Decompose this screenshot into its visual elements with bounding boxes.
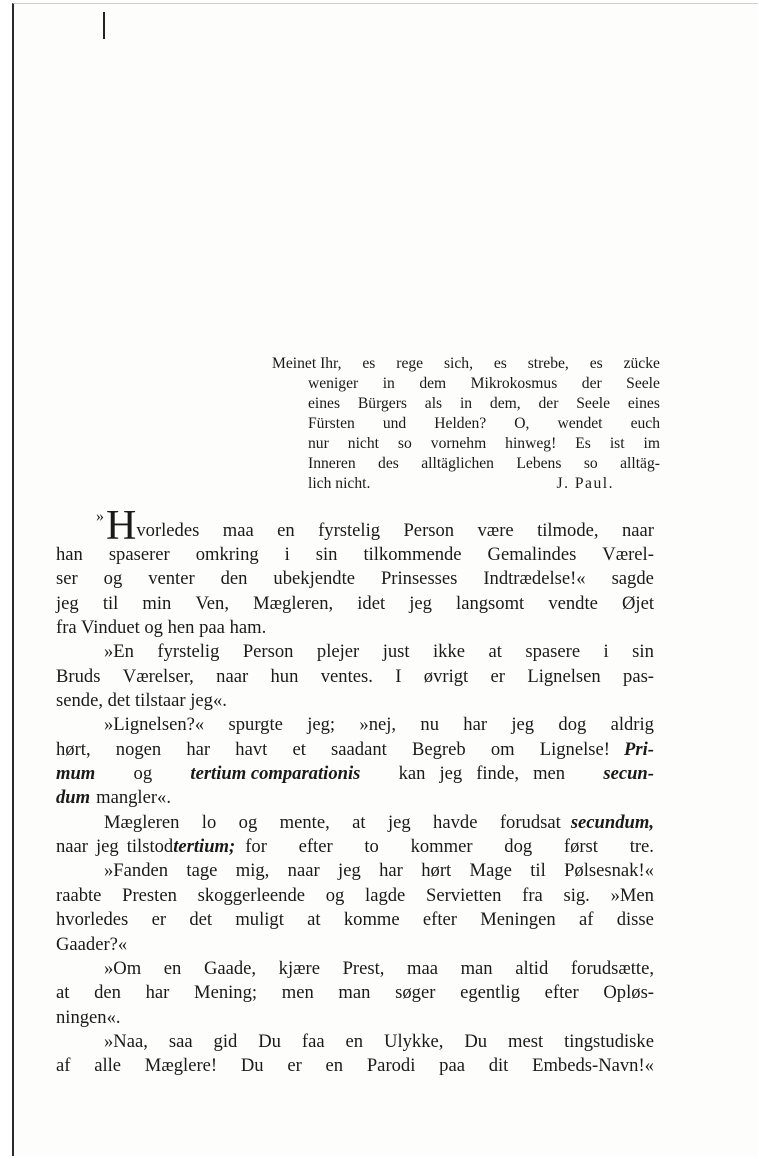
text-word: strebe,: [527, 355, 569, 372]
text-word: for: [245, 836, 267, 858]
text-word: naar: [216, 665, 249, 687]
text-word: Mikrokosmus: [470, 375, 558, 392]
text-word: Inneren: [308, 455, 356, 472]
text-word: pas-: [623, 665, 654, 687]
text-word: so: [583, 455, 598, 472]
text-word: har: [463, 714, 488, 736]
epigraph-attribution: J. Paul.: [556, 475, 614, 492]
text-word: Mæglere!: [144, 1055, 218, 1077]
text-word: raabte: [56, 884, 102, 906]
text-word: skoggerleende: [197, 884, 305, 906]
text-word: man: [460, 957, 493, 979]
text-word: hørt,: [56, 738, 91, 760]
text-word: nu: [420, 714, 439, 736]
text-word: zücke: [623, 355, 660, 372]
text-word: ventes.: [320, 665, 373, 687]
text-line: [56, 835, 654, 859]
text-line-words: [245, 835, 654, 859]
text-word: Gaade,: [203, 957, 257, 979]
italic-term: mum: [56, 763, 96, 785]
text-word: hørt: [421, 860, 452, 882]
text-word: sin: [315, 544, 338, 565]
text-word: har: [379, 860, 403, 882]
text-word: og: [103, 568, 123, 590]
text-word: tingstudiske: [564, 1030, 654, 1052]
text-word: alltäg-: [620, 455, 660, 472]
text-word: og: [238, 811, 258, 833]
text-line-content: sende, det tilstaar jeg«.: [56, 690, 227, 712]
text-word: nicht: [347, 435, 379, 452]
text-word: jeg;: [307, 714, 336, 736]
text-word: men: [533, 763, 566, 785]
text-word: der: [581, 375, 602, 392]
text-word: als: [424, 395, 443, 412]
text-word: alle: [94, 1055, 122, 1077]
text-word: sagde: [611, 568, 654, 590]
text-word: weniger: [308, 375, 359, 392]
text-word: alltäglichen: [421, 455, 494, 472]
text-word: øvrigt: [423, 665, 469, 687]
text-word: sich,: [443, 355, 473, 372]
text-word: havde: [433, 811, 478, 833]
text-word: tage: [186, 860, 218, 882]
text-line: [56, 1006, 654, 1030]
text-word: in: [459, 395, 473, 412]
text-word: har: [145, 982, 170, 1004]
text-word: dog: [558, 714, 587, 736]
drop-cap: [56, 503, 137, 549]
text-word: kjære: [278, 957, 320, 979]
text-word: ubekjendte: [273, 568, 355, 590]
text-word: Indtrædelse!«: [483, 568, 586, 590]
text-word: Es: [575, 435, 591, 452]
text-line: [56, 933, 654, 957]
text-word: to: [364, 836, 379, 858]
text-word: Bürgers: [357, 395, 407, 412]
text-word: »Naa,: [104, 1030, 148, 1052]
text-line-words: [56, 738, 610, 762]
text-word: at: [488, 641, 502, 663]
text-word: Begreb: [411, 738, 466, 760]
text-word: hvorledes: [56, 909, 129, 931]
text-line: [56, 786, 654, 810]
text-word: en: [345, 1030, 364, 1052]
text-line: [56, 713, 654, 737]
text-word: en: [163, 957, 182, 979]
text-word: i: [603, 641, 609, 663]
text-word: dem,: [489, 395, 521, 412]
text-word: søger: [395, 982, 436, 1004]
text-word: er: [151, 909, 167, 931]
body-text: [56, 503, 654, 1079]
text-line: [56, 640, 654, 664]
text-word: Person: [403, 519, 455, 541]
text-word: naar: [56, 836, 88, 858]
text-word: Øjet: [621, 592, 654, 614]
drop-cap-quote: »: [96, 507, 104, 525]
epigraph: [272, 354, 660, 494]
text-line: [56, 1030, 654, 1054]
text-word: finde,: [476, 763, 520, 785]
italic-term: tertium comparationis: [190, 763, 361, 785]
text-word: es: [589, 355, 603, 372]
text-word: jeg: [511, 714, 535, 736]
text-line: [56, 1054, 654, 1078]
text-word: Servietten: [426, 884, 502, 906]
text-word: min: [142, 592, 172, 614]
text-word: Du: [258, 1030, 281, 1052]
text-word: aldrig: [610, 714, 654, 736]
text-word: ser: [56, 568, 78, 590]
text-word: just: [382, 641, 410, 663]
text-line: [56, 567, 654, 591]
text-word: saa: [168, 1030, 193, 1052]
text-line: [56, 592, 654, 616]
text-word: Lignelsen: [527, 665, 601, 687]
text-word: so: [397, 435, 412, 452]
text-word: paa: [439, 1055, 465, 1077]
text-word: Lignelse!: [539, 738, 610, 760]
text-word: efter: [422, 909, 457, 931]
text-word: Mage: [469, 860, 512, 882]
text-word: til: [102, 592, 119, 614]
text-word: vorledes: [136, 519, 200, 541]
text-word: Embeds-Navn!«: [532, 1055, 654, 1077]
text-word: Lebens: [516, 455, 562, 472]
text-word: sin: [632, 641, 654, 663]
text-word: at: [56, 982, 70, 1004]
text-word: er: [490, 665, 505, 687]
text-word: Person: [242, 641, 294, 663]
text-word: in: [382, 375, 395, 392]
text-word: Opløs-: [603, 982, 654, 1004]
text-word: Ulykke,: [384, 1030, 444, 1052]
text-word: at: [352, 811, 366, 833]
text-word: han: [56, 544, 83, 565]
text-word: jeg: [387, 811, 411, 833]
text-word: spurgte: [228, 714, 283, 736]
text-word: Mening;: [194, 982, 258, 1004]
text-word: es: [362, 355, 376, 372]
text-word: af: [56, 1055, 71, 1077]
text-word: mig,: [235, 860, 270, 882]
text-word: man: [338, 982, 371, 1004]
text-word: tilkommende: [363, 544, 462, 565]
text-word: der: [538, 395, 559, 412]
text-word: Prest,: [342, 957, 385, 979]
text-word: maa: [407, 957, 438, 979]
text-line-content: fra Vinduet og hen paa ham.: [56, 617, 267, 639]
text-word: fyrstelig: [318, 519, 381, 541]
text-word: Bruds: [56, 665, 101, 687]
epigraph-line: [308, 414, 660, 434]
text-line: [56, 738, 654, 762]
text-word: spasere: [525, 641, 581, 663]
text-word: Du: [240, 1055, 264, 1077]
text-word: fyrstelig: [157, 641, 220, 663]
text-word: O,: [514, 415, 530, 432]
text-line: [56, 543, 654, 567]
text-word: af: [578, 909, 594, 931]
drop-cap-letter: H: [106, 503, 137, 549]
text-word: Mægleren,: [253, 592, 334, 614]
text-line: [56, 665, 654, 689]
text-word: lagde: [365, 884, 406, 906]
text-line: [56, 884, 654, 908]
text-word: Fürsten: [308, 415, 355, 432]
text-word: først: [563, 836, 598, 858]
text-word: lo: [201, 811, 217, 833]
text-word: gid: [213, 1030, 238, 1052]
text-word: tre.: [629, 836, 654, 858]
text-word: ikke: [433, 641, 466, 663]
text-word: jeg: [439, 763, 463, 785]
text-word: mest: [508, 1030, 544, 1052]
text-word: Gemalindes: [487, 544, 577, 565]
text-word: I: [395, 665, 402, 687]
text-word: faa: [301, 1030, 325, 1052]
text-word: wendet: [557, 415, 603, 432]
text-word: rege: [396, 355, 424, 372]
text-word: det: [189, 909, 213, 931]
epigraph-line: [308, 434, 660, 454]
text-word: »Men: [610, 884, 654, 906]
text-line: [56, 811, 654, 835]
text-word: den: [94, 982, 121, 1004]
text-line-words: [104, 811, 561, 835]
text-word: des: [378, 455, 399, 472]
book-page: [12, 3, 758, 1156]
text-line-words: [56, 835, 173, 859]
text-word: jeg: [96, 836, 119, 858]
text-word: mente,: [279, 811, 330, 833]
epigraph-line: [308, 394, 660, 414]
text-word: naar: [287, 860, 320, 882]
text-word: hinweg!: [505, 435, 557, 452]
text-line-content: ningen«.: [56, 1006, 121, 1028]
text-word: være: [477, 519, 514, 541]
text-word: langsomt: [456, 592, 525, 614]
text-word: Presten: [122, 884, 177, 906]
text-word: Seele: [626, 375, 660, 392]
text-word: venter: [148, 568, 195, 590]
text-word: mangler«.: [96, 787, 171, 809]
text-word: kan: [398, 763, 426, 785]
text-word: fra: [522, 884, 543, 906]
text-line-words: [136, 519, 654, 543]
text-word: den: [220, 568, 248, 590]
text-word: dit: [488, 1055, 509, 1077]
text-word: nogen: [115, 738, 162, 760]
text-word: havt: [235, 738, 268, 760]
text-word: tilstod: [126, 836, 174, 858]
text-word: Du: [464, 1030, 488, 1052]
text-word: forudsætte,: [570, 957, 654, 979]
text-word: Helden?: [434, 415, 487, 432]
text-word: Seele: [576, 395, 611, 412]
text-line: [56, 689, 654, 713]
text-word: Pølsesnak!«: [564, 860, 654, 882]
text-word: et: [292, 738, 306, 760]
text-word: ist: [609, 435, 625, 452]
text-word: efter: [298, 836, 333, 858]
text-line: [56, 908, 654, 932]
text-word: idet: [357, 592, 386, 614]
text-word: naar: [621, 519, 654, 541]
text-word: omkring: [195, 544, 259, 565]
text-word: im: [643, 435, 660, 452]
text-word: euch: [630, 415, 660, 432]
text-word: om: [490, 738, 515, 760]
text-word: maa: [222, 519, 254, 541]
text-line: [56, 859, 654, 883]
text-word: efter: [544, 982, 579, 1004]
text-word: »nej,: [359, 714, 397, 736]
text-word: Værel-: [602, 544, 654, 565]
text-word: saadant: [331, 738, 387, 760]
text-word: »Lignelsen?«: [104, 714, 205, 736]
text-word: altid: [515, 957, 549, 979]
text-word: komme: [343, 909, 400, 931]
text-word: og: [325, 884, 345, 906]
epigraph-last-line: lich nicht.: [308, 475, 371, 492]
text-word: forudsat: [499, 811, 561, 833]
text-word: sig.: [563, 884, 590, 906]
text-word: nur: [308, 435, 329, 452]
text-word: Parodi: [366, 1055, 416, 1077]
text-word: »Om: [104, 957, 142, 979]
italic-term: tertium;: [173, 836, 236, 858]
text-word: dem: [419, 375, 447, 392]
text-word: i: [284, 544, 290, 565]
margin-mark: [103, 12, 105, 39]
epigraph-line: [308, 474, 660, 494]
text-word: Prinsesses: [380, 568, 458, 590]
italic-term: secundum,: [570, 811, 654, 833]
text-word: egentlig: [460, 982, 520, 1004]
text-word: og: [133, 763, 153, 785]
text-word: es: [493, 355, 507, 372]
text-word: har: [186, 738, 211, 760]
text-line: [56, 503, 654, 549]
text-word: und: [382, 415, 407, 432]
text-line-content: Gaader?«: [56, 933, 128, 955]
text-word: eines: [627, 395, 660, 412]
text-word: Ven,: [195, 592, 230, 614]
text-word: Mægleren: [104, 811, 180, 833]
epigraph-line: [308, 454, 660, 474]
text-line-words: [399, 762, 565, 786]
text-word: »Fanden: [104, 860, 169, 882]
text-word: eines: [308, 395, 341, 412]
text-line: [56, 762, 654, 786]
text-word: til: [530, 860, 546, 882]
italic-term: dum: [56, 787, 91, 809]
text-word: muligt: [235, 909, 284, 931]
text-word: plejer: [316, 641, 360, 663]
text-word: tilmode,: [537, 519, 599, 541]
text-word: jeg: [338, 860, 361, 882]
text-line: [56, 981, 654, 1005]
epigraph-line: [308, 374, 660, 394]
text-word: er: [287, 1055, 302, 1077]
italic-term: secun-: [603, 763, 654, 785]
text-word: »En: [104, 641, 134, 663]
text-word: men: [281, 982, 314, 1004]
text-word: en: [277, 519, 295, 541]
text-word: at: [307, 909, 321, 931]
text-word: disse: [616, 909, 654, 931]
text-word: dog: [504, 836, 533, 858]
text-line: [56, 957, 654, 981]
text-word: Værelser,: [122, 665, 194, 687]
text-word: hun: [270, 665, 299, 687]
text-word: jeg: [409, 592, 432, 614]
text-word: en: [325, 1055, 344, 1077]
text-word: Meinet Ihr,: [272, 355, 342, 372]
italic-term: Pri-: [624, 738, 654, 760]
text-word: spaserer: [108, 544, 170, 565]
text-word: vendte: [548, 592, 598, 614]
text-word: Meningen: [480, 909, 556, 931]
text-word: vornehm: [430, 435, 487, 452]
text-word: jeg: [56, 592, 79, 614]
text-word: kommer: [410, 836, 473, 858]
text-line: [56, 616, 654, 640]
epigraph-line: [272, 354, 660, 374]
